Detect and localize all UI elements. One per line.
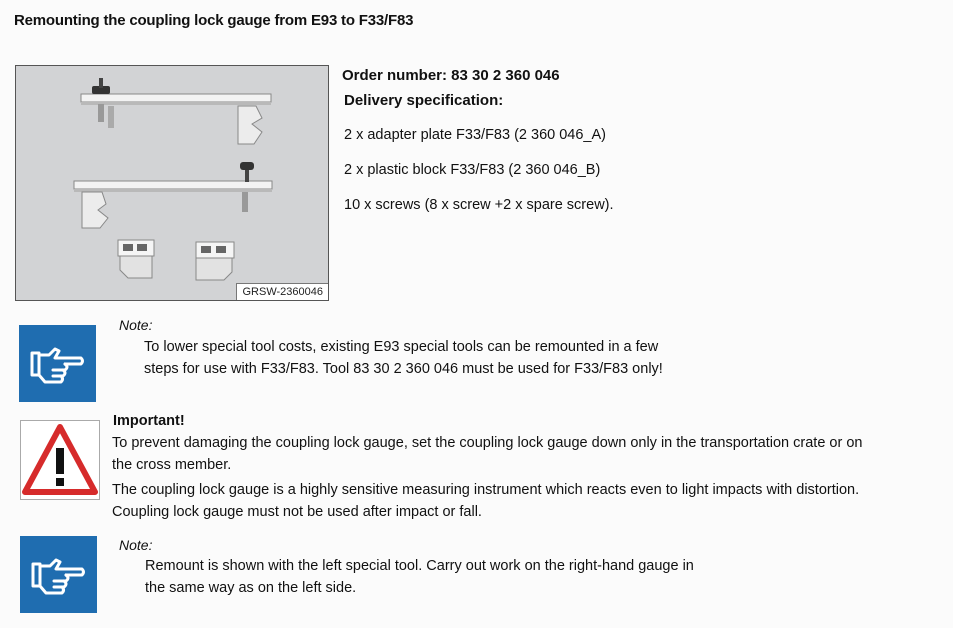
order-number: Order number: 83 30 2 360 046 <box>342 67 560 84</box>
delivery-item: 2 x plastic block F33/F83 (2 360 046_B) <box>344 162 601 178</box>
important-text <box>112 432 947 476</box>
note-text <box>144 336 744 380</box>
note-line: steps for use with F33/F83. Tool 83 30 2 360 046 must be used for F33/F83 only! <box>144 361 663 377</box>
tool-illustration <box>16 66 329 301</box>
important-line: The coupling lock gauge is a highly sensitive measuring instrument which reacts even to light impacts with distortion. <box>112 482 860 498</box>
note-line: Remount is shown with the left special tool. Carry out work on the right-hand gauge in <box>145 558 694 574</box>
important-line: To prevent damaging the coupling lock gauge, set the coupling lock gauge down only in the transportation crate or on <box>112 435 863 451</box>
delivery-heading: Delivery specification: <box>344 92 504 109</box>
note-line: the same way as on the left side. <box>145 580 357 596</box>
note-line: To lower special tool costs, existing E93 special tools can be remounted in a few <box>144 339 659 355</box>
pointing-hand-icon <box>20 536 97 613</box>
note-heading: Note: <box>119 317 153 333</box>
photo-caption: GRSW-2360046 <box>236 283 328 300</box>
page-title: Remounting the coupling lock gauge from E93 to F33/F83 <box>14 12 414 29</box>
delivery-item: 2 x adapter plate F33/F83 (2 360 046_A) <box>344 127 606 143</box>
delivery-item: 10 x screws (8 x screw +2 x spare screw). <box>344 197 614 213</box>
important-heading: Important! <box>113 413 185 429</box>
important-text <box>112 479 947 523</box>
important-line: the cross member. <box>112 457 232 473</box>
note-heading: Note: <box>119 537 153 553</box>
warning-triangle-icon <box>20 420 100 500</box>
note-text <box>145 555 765 599</box>
important-line: Coupling lock gauge must not be used after impact or fall. <box>112 504 482 520</box>
tool-photo <box>15 65 329 301</box>
pointing-hand-icon <box>19 325 96 402</box>
